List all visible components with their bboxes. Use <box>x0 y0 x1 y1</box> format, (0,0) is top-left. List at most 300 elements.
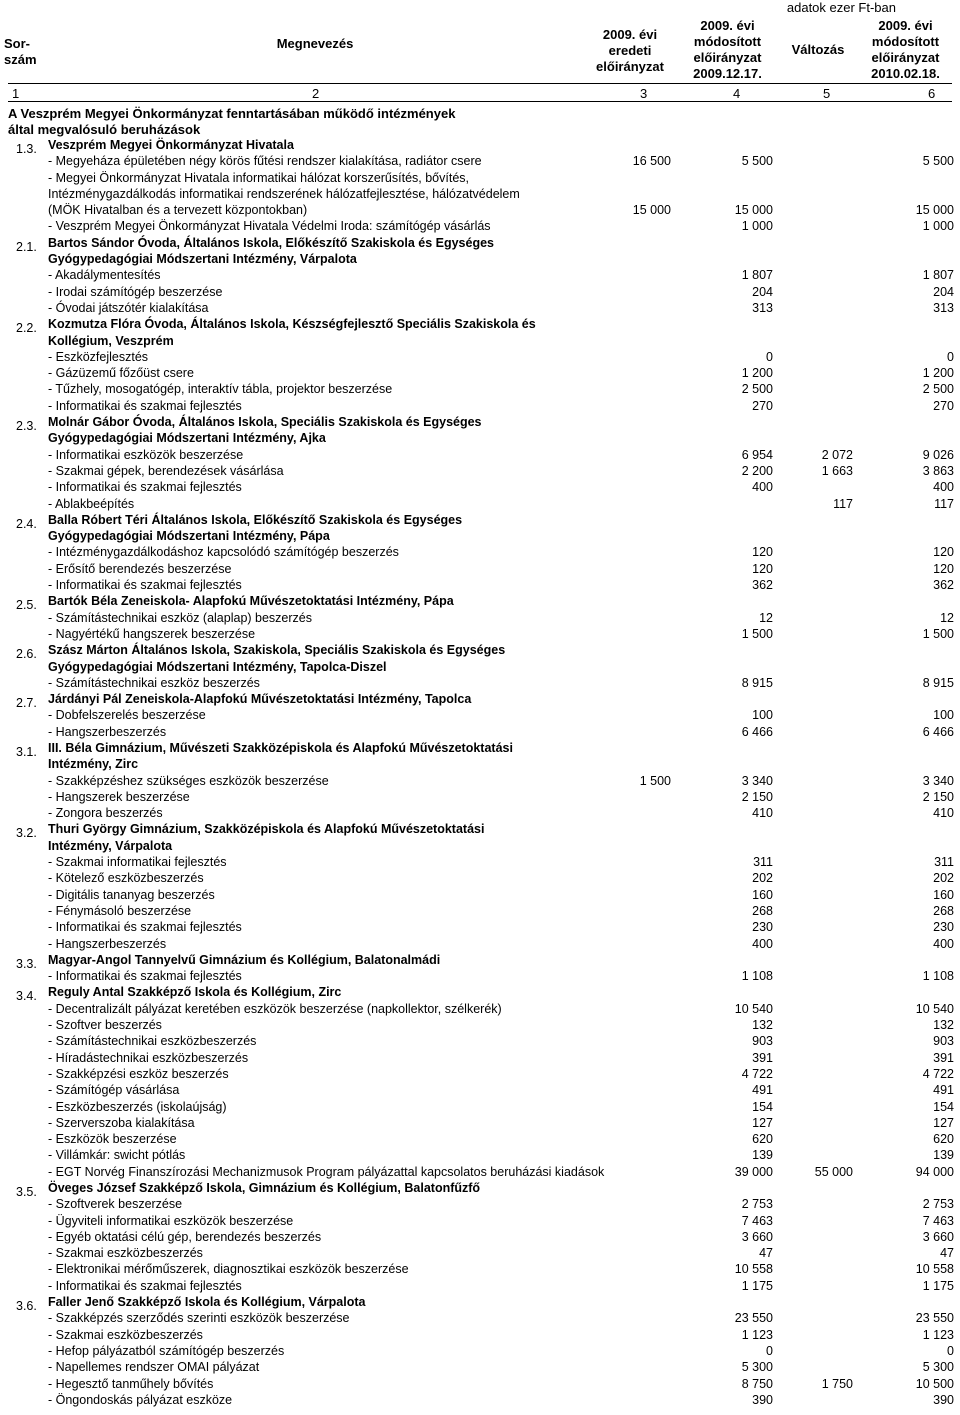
institution-title-row <box>0 137 960 156</box>
modified-budget-2010-value: 6 466 <box>922 724 954 739</box>
row-description: - Számítástechnikai eszközbeszerzés <box>48 1034 257 1049</box>
row-description: - Decentralizált pályázat keretében eszközök beszerzése (napkollektor, szélkerék) <box>48 1001 502 1016</box>
row-number: 2.6. <box>16 647 37 662</box>
modified-budget-2010-value: 620 <box>933 1132 954 1147</box>
modified-budget-2010-value: 120 <box>933 545 954 560</box>
modified-budget-value: 1 108 <box>741 969 773 984</box>
row-description: - Informatikai és szakmai fejlesztés <box>48 1278 242 1293</box>
modified-budget-value: 313 <box>752 300 773 315</box>
row-description: - Zongora beszerzés <box>48 806 163 821</box>
modified-budget-2010-value: 313 <box>933 300 954 315</box>
modified-budget-2010-value: 23 550 <box>915 1311 954 1326</box>
modified-budget-value: 127 <box>752 1115 773 1130</box>
modified-budget-2010-value: 8 915 <box>922 675 954 690</box>
table-row <box>0 968 960 984</box>
modified-budget-2010-value: 1 175 <box>922 1278 954 1293</box>
row-number: 2.1. <box>16 239 37 254</box>
modified-budget-value: 1 123 <box>741 1327 773 1342</box>
modified-budget-value: 39 000 <box>734 1164 773 1179</box>
modified-budget-2010-value: 15 000 <box>915 203 954 218</box>
modified-budget-2010-value: 47 <box>940 1246 954 1261</box>
modified-budget-value: 903 <box>752 1034 773 1049</box>
row-description: - Szakmai gépek, berendezések vásárlása <box>48 463 284 478</box>
institution-title-row <box>0 414 960 434</box>
modified-budget-2010-value: 2 500 <box>922 382 954 397</box>
table-row <box>0 381 960 397</box>
modified-budget-2010-value: 390 <box>933 1392 954 1407</box>
modified-budget-2010-value: 1 200 <box>922 366 954 381</box>
row-description: - Nagyértékű hangszerek beszerzése <box>48 626 256 641</box>
modified-budget-2010-value: 1 108 <box>922 969 954 984</box>
institution-title-row <box>0 333 960 349</box>
modified-budget-value: 1 200 <box>741 366 773 381</box>
modified-budget-value: 100 <box>752 708 773 723</box>
table-row <box>0 919 960 935</box>
modified-budget-value: 1 000 <box>741 219 773 234</box>
table-row <box>0 1050 960 1066</box>
modified-budget-2010-value: 230 <box>933 920 954 935</box>
modified-budget-2010-value: 12 <box>940 610 954 625</box>
row-description: - Hangszerek beszerzése <box>48 789 190 804</box>
row-description: - Megyeháza épületében négy körös fűtési rendszer kialakítása, radiátor csere <box>48 154 482 169</box>
row-description: Thuri György Gimnázium, Szakközépiskola és Alapfokú Művészetoktatási <box>48 822 485 837</box>
modified-budget-value: 3 340 <box>741 773 773 788</box>
table-row <box>0 218 960 234</box>
modified-budget-2010-value: 202 <box>933 871 954 886</box>
row-description: - Villámkár: swicht pótlás <box>48 1148 186 1163</box>
modified-budget-2010-value: 160 <box>933 887 954 902</box>
col-number-4: 4 <box>733 86 741 101</box>
modified-budget-2010-value: 3 660 <box>922 1229 954 1244</box>
header-divider <box>8 83 952 84</box>
modified-budget-2010-value: 9 026 <box>922 447 954 462</box>
modified-budget-2010-value: 362 <box>933 578 954 593</box>
row-description: - Digitális tananyag beszerzés <box>48 887 215 902</box>
institution-title-row <box>0 756 960 772</box>
row-description: - Veszprém Megyei Önkormányzat Hivatala Védelmi Iroda: számítógép vásárlás <box>48 219 491 234</box>
row-description: - Hangszerbeszerzés <box>48 724 167 739</box>
row-description: - Fénymásoló beszerzése <box>48 903 192 918</box>
row-description: - Szakmai informatikai fejlesztés <box>48 855 227 870</box>
col-number-3: 3 <box>640 86 648 101</box>
row-number: 3.4. <box>16 989 37 1004</box>
row-description: - Öngondoskás pályázat eszköze <box>48 1392 233 1407</box>
row-description: - Híradástechnikai eszközbeszerzés <box>48 1050 249 1065</box>
row-description: - Erősítő berendezés beszerzése <box>48 561 232 576</box>
original-budget-value: 15 000 <box>632 203 671 218</box>
row-description: - Hegesztő tanműhely bővítés <box>48 1376 214 1391</box>
modified-budget-value: 2 500 <box>741 382 773 397</box>
table-row <box>0 1310 960 1326</box>
modified-budget-2010-value: 1 807 <box>922 268 954 283</box>
institution-title-row <box>0 984 960 1004</box>
table-row <box>0 349 960 365</box>
row-description: - Számítógép vásárlása <box>48 1083 180 1098</box>
row-description: - Egyéb oktatási célú gép, berendezés beszerzés <box>48 1229 322 1244</box>
modified-budget-value: 7 463 <box>741 1213 773 1228</box>
modified-budget-value: 4 722 <box>741 1066 773 1081</box>
modified-budget-2010-value: 3 340 <box>922 773 954 788</box>
table-row <box>0 1261 960 1277</box>
table-row <box>0 724 960 740</box>
table-row <box>0 1099 960 1115</box>
row-description: - Szoftver beszerzés <box>48 1018 162 1033</box>
modified-budget-value: 311 <box>753 855 773 870</box>
row-description: - Irodai számítógép beszerzése <box>48 284 223 299</box>
change-value: 117 <box>833 496 853 511</box>
table-row <box>0 1082 960 1098</box>
table-row <box>0 870 960 886</box>
row-description: Kollégium, Veszprém <box>48 333 174 348</box>
row-description: - Szakképzési eszköz beszerzés <box>48 1066 229 1081</box>
row-description: Gyógypedagógiai Módszertani Intézmény, Tapolca-Diszel <box>48 659 387 674</box>
table-row <box>0 300 960 316</box>
modified-budget-value: 160 <box>752 887 773 902</box>
modified-budget-value: 8 750 <box>741 1376 773 1391</box>
row-description: - Hefop pályázatból számítógép beszerzés <box>48 1343 285 1358</box>
modified-budget-2010-value: 120 <box>933 561 954 576</box>
row-description: - Hangszerbeszerzés <box>48 936 167 951</box>
row-number: 3.2. <box>16 826 37 841</box>
row-description: - Szoftverek beszerzése <box>48 1197 183 1212</box>
row-description: - Informatikai eszközök beszerzése <box>48 447 244 462</box>
modified-budget-value: 204 <box>752 284 773 299</box>
institution-title-row <box>0 251 960 267</box>
table-row <box>0 202 960 218</box>
table-row <box>0 1131 960 1147</box>
row-description: - Ablakbeépítés <box>48 496 135 511</box>
row-description: - Kötelező eszközbeszerzés <box>48 871 204 886</box>
row-description: - Akadálymentesítés <box>48 268 161 283</box>
modified-budget-value: 400 <box>752 936 773 951</box>
row-description: - Informatikai és szakmai fejlesztés <box>48 480 242 495</box>
row-description: Bartók Béla Zeneiskola- Alapfokú Művészetoktatási Intézmény, Pápa <box>48 594 454 609</box>
table-row <box>0 398 960 414</box>
modified-budget-2010-value: 1 000 <box>922 219 954 234</box>
institution-title-row <box>0 691 960 711</box>
original-budget-value: 16 500 <box>632 154 671 169</box>
table-row <box>0 610 960 626</box>
table-row <box>0 544 960 560</box>
institution-title-row <box>0 593 960 613</box>
institution-title-row <box>0 659 960 675</box>
modified-budget-2010-value: 117 <box>934 496 954 511</box>
col-number-6: 6 <box>928 86 936 101</box>
institution-title-row <box>0 740 960 759</box>
row-description: Járdányi Pál Zeneiskola-Alapfokú Művészetoktatási Intézmény, Tapolca <box>48 692 472 707</box>
modified-budget-value: 3 660 <box>741 1229 773 1244</box>
original-budget-value: 1 500 <box>639 773 671 788</box>
row-description: - Szakmai eszközbeszerzés <box>48 1246 203 1261</box>
row-description: III. Béla Gimnázium, Művészeti Szakközépiskola és Alapfokú Művészetoktatási <box>48 740 513 755</box>
table-row <box>0 496 960 512</box>
modified-budget-2010-value: 3 863 <box>922 463 954 478</box>
modified-budget-value: 362 <box>752 578 773 593</box>
table-row <box>0 903 960 919</box>
row-number: 3.6. <box>16 1299 37 1314</box>
row-description: - Számítástechnikai eszköz (alaplap) beszerzés <box>48 610 313 625</box>
table-row <box>0 675 960 691</box>
modified-budget-2010-value: 2 753 <box>922 1197 954 1212</box>
table-row <box>0 707 960 723</box>
row-description: Faller Jenő Szakképző Iskola és Kollégium, Várpalota <box>48 1295 366 1310</box>
row-description: Kozmutza Flóra Óvoda, Általános Iskola, Készségfejlesztő Speciális Szakiskola és <box>48 317 536 332</box>
row-description: - Napellemes rendszer OMAI pályázat <box>48 1360 260 1375</box>
modified-budget-2010-value: 94 000 <box>915 1164 954 1179</box>
table-row <box>0 626 960 642</box>
row-number: 2.5. <box>16 598 37 613</box>
modified-budget-2010-value: 1 123 <box>922 1327 954 1342</box>
modified-budget-value: 10 540 <box>734 1001 773 1016</box>
table-row <box>0 1245 960 1261</box>
row-description: - Eszközök beszerzése <box>48 1132 177 1147</box>
row-description: - Szakképzéshez szükséges eszközök beszerzése <box>48 773 329 788</box>
col-header-valtozas: Változás <box>791 42 845 57</box>
row-description: - Informatikai és szakmai fejlesztés <box>48 969 242 984</box>
row-description: Öveges József Szakképző Iskola, Gimnázium és Kollégium, Balatonfűzfő <box>48 1181 481 1195</box>
modified-budget-2010-value: 400 <box>933 936 954 951</box>
modified-budget-2010-value: 139 <box>933 1148 954 1163</box>
row-description: Bartos Sándor Óvoda, Általános Iskola, Előkészítő Szakiskola és Egységes <box>48 235 495 250</box>
modified-budget-2010-value: 10 540 <box>915 1001 954 1016</box>
modified-budget-value: 0 <box>766 1343 773 1358</box>
modified-budget-2010-value: 1 500 <box>922 626 954 641</box>
modified-budget-value: 391 <box>752 1050 773 1065</box>
institution-title-row <box>0 952 960 971</box>
modified-budget-value: 0 <box>766 349 773 364</box>
table-row <box>0 170 960 186</box>
modified-budget-value: 23 550 <box>734 1311 773 1326</box>
row-description: - Informatikai és szakmai fejlesztés <box>48 578 242 593</box>
modified-budget-2010-value: 0 <box>947 1343 954 1358</box>
modified-budget-value: 120 <box>752 545 773 560</box>
modified-budget-value: 491 <box>752 1083 773 1098</box>
modified-budget-2010-value: 391 <box>933 1050 954 1065</box>
table-row <box>0 447 960 463</box>
row-number: 1.3. <box>16 142 37 156</box>
row-description: Intézmény, Várpalota <box>48 838 173 853</box>
row-description: - Informatikai és szakmai fejlesztés <box>48 920 242 935</box>
modified-budget-2010-value: 410 <box>933 806 954 821</box>
table-row <box>0 936 960 952</box>
modified-budget-value: 390 <box>752 1392 773 1407</box>
section-title: A Veszprém Megyei Önkormányzat fenntartásában működő intézmények által megvalósuló beruházások <box>8 106 456 137</box>
table-row <box>0 267 960 283</box>
row-description: Intézmény, Zirc <box>48 757 139 772</box>
institution-title-row <box>0 1180 960 1199</box>
modified-budget-value: 230 <box>752 920 773 935</box>
table-row <box>0 1392 960 1408</box>
modified-budget-value: 620 <box>752 1132 773 1147</box>
table-row <box>0 887 960 903</box>
row-description: - Számítástechnikai eszköz beszerzés <box>48 675 260 690</box>
table-row <box>0 1376 960 1392</box>
table-row <box>0 561 960 577</box>
col-header-megnevezes: Megnevezés <box>276 36 354 51</box>
modified-budget-value: 410 <box>752 806 773 821</box>
col-header-modositott-2010: 2009. évi módosított előirányzat 2010.02.18. <box>871 18 940 81</box>
modified-budget-2010-value: 10 500 <box>915 1376 954 1391</box>
col-header-modositott: 2009. évi módosított előirányzat 2009.12.17. <box>693 18 762 81</box>
change-value: 55 000 <box>814 1164 853 1179</box>
col-header-sorszam: Sor- szám <box>4 36 37 67</box>
modified-budget-value: 400 <box>752 480 773 495</box>
row-number: 2.3. <box>16 419 37 434</box>
modified-budget-value: 202 <box>752 871 773 886</box>
row-description: (MÖK Hivatalban és a tervezett központokban) <box>48 203 308 218</box>
modified-budget-2010-value: 400 <box>933 480 954 495</box>
modified-budget-value: 2 753 <box>741 1197 773 1212</box>
table-row <box>0 463 960 479</box>
modified-budget-value: 2 150 <box>741 789 773 804</box>
col-number-2: 2 <box>312 86 320 101</box>
modified-budget-value: 8 915 <box>741 675 773 690</box>
table-row <box>0 1033 960 1049</box>
row-description: - Informatikai és szakmai fejlesztés <box>48 398 242 413</box>
table-row <box>0 773 960 789</box>
table-row <box>0 284 960 300</box>
row-description: - Óvodai játszótér kialakítása <box>48 300 209 315</box>
table-row <box>0 186 960 202</box>
table-row <box>0 1115 960 1131</box>
row-description: Molnár Gábor Óvoda, Általános Iskola, Speciális Szakiskola és Egységes <box>48 415 482 430</box>
table-row <box>0 1359 960 1375</box>
row-description: Veszprém Megyei Önkormányzat Hivatala <box>48 138 294 152</box>
row-number: 2.7. <box>16 696 37 711</box>
modified-budget-2010-value: 204 <box>933 284 954 299</box>
modified-budget-2010-value: 311 <box>934 855 954 870</box>
table-row <box>0 1343 960 1359</box>
modified-budget-value: 1 500 <box>741 626 773 641</box>
institution-title-row <box>0 512 960 531</box>
modified-budget-value: 5 500 <box>741 154 773 169</box>
modified-budget-2010-value: 0 <box>947 349 954 364</box>
row-number: 3.3. <box>16 956 37 971</box>
modified-budget-value: 6 466 <box>741 724 773 739</box>
modified-budget-2010-value: 2 150 <box>922 789 954 804</box>
row-description: - Tűzhely, mosogatógép, interaktív tábla, projektor beszerzése <box>48 382 393 397</box>
row-description: - Elektronikai mérőműszerek, diagnosztikai eszközök beszerzése <box>48 1262 409 1277</box>
row-description: - Dobfelszerelés beszerzése <box>48 708 206 723</box>
modified-budget-value: 270 <box>752 398 773 413</box>
table-row <box>0 854 960 870</box>
modified-budget-2010-value: 491 <box>933 1083 954 1098</box>
table-row <box>0 1147 960 1163</box>
institution-title-row <box>0 838 960 854</box>
row-description: - Szakmai eszközbeszerzés <box>48 1327 203 1342</box>
modified-budget-2010-value: 154 <box>933 1099 954 1114</box>
row-description: - Eszközbeszerzés (iskolaújság) <box>48 1099 227 1114</box>
col-header-eredeti: 2009. évi eredeti előirányzat <box>596 27 664 74</box>
institution-title-row <box>0 1294 960 1314</box>
column-number-divider <box>8 101 952 102</box>
modified-budget-2010-value: 270 <box>933 398 954 413</box>
table-row <box>0 1229 960 1245</box>
table-row <box>0 1017 960 1033</box>
modified-budget-value: 154 <box>752 1099 773 1114</box>
table-row <box>0 577 960 593</box>
row-number: 2.2. <box>16 321 37 336</box>
modified-budget-2010-value: 7 463 <box>922 1213 954 1228</box>
row-description: - Eszközfejlesztés <box>48 349 149 364</box>
modified-budget-value: 139 <box>752 1148 773 1163</box>
modified-budget-value: 10 558 <box>734 1262 773 1277</box>
row-description: - Ügyviteli informatikai eszközök beszerzése <box>48 1213 294 1228</box>
row-description: Reguly Antal Szakképző Iskola és Kollégium, Zirc <box>48 985 342 1000</box>
modified-budget-value: 12 <box>759 610 773 625</box>
modified-budget-2010-value: 903 <box>933 1034 954 1049</box>
table-row <box>0 1327 960 1343</box>
table-row <box>0 1196 960 1212</box>
row-description: Balla Róbert Téri Általános Iskola, Előkészítő Szakiskola és Egységes <box>48 512 463 527</box>
row-description: Gyógypedagógiai Módszertani Intézmény, Várpalota <box>48 252 357 267</box>
modified-budget-value: 132 <box>752 1018 773 1033</box>
row-description: - Intézménygazdálkodáshoz kapcsolódó számítógép beszerzés <box>48 545 399 560</box>
modified-budget-value: 2 200 <box>741 463 773 478</box>
row-description: Gyógypedagógiai Módszertani Intézmény, Ajka <box>48 431 326 446</box>
table-row <box>0 479 960 495</box>
table-row <box>0 153 960 169</box>
change-value: 1 663 <box>821 463 853 478</box>
modified-budget-value: 268 <box>752 903 773 918</box>
row-description: - Szerverszoba kialakítása <box>48 1115 195 1130</box>
table-row <box>0 1001 960 1017</box>
modified-budget-2010-value: 268 <box>933 903 954 918</box>
modified-budget-value: 120 <box>752 561 773 576</box>
col-number-5: 5 <box>823 86 831 101</box>
row-description: Intézménygazdálkodás informatikai rendszerének hálózatfejlesztése, hálózatvédelem <box>48 186 520 201</box>
modified-budget-2010-value: 5 500 <box>922 154 954 169</box>
modified-budget-value: 47 <box>759 1246 773 1261</box>
institution-title-row <box>0 316 960 336</box>
change-value: 2 072 <box>821 447 853 462</box>
modified-budget-2010-value: 127 <box>933 1115 954 1130</box>
row-description: - Gázüzemű főzőüst csere <box>48 366 194 381</box>
row-description: - EGT Norvég Finanszírozási Mechanizmusok Program pályázattal kapcsolatos beruházási kiadások <box>48 1164 605 1179</box>
modified-budget-2010-value: 10 558 <box>915 1262 954 1277</box>
table-row <box>0 1066 960 1082</box>
row-number: 3.5. <box>16 1185 37 1199</box>
modified-budget-value: 6 954 <box>741 447 773 462</box>
row-number: 2.4. <box>16 516 37 531</box>
table-row <box>0 1164 960 1180</box>
budget-table <box>0 137 960 1408</box>
modified-budget-value: 1 175 <box>741 1278 773 1293</box>
institution-title-row <box>0 235 960 254</box>
table-row <box>0 789 960 805</box>
institution-title-row <box>0 430 960 446</box>
row-description: Gyógypedagógiai Módszertani Intézmény, Pápa <box>48 529 330 544</box>
institution-title-row <box>0 528 960 544</box>
institution-title-row <box>0 821 960 841</box>
table-row <box>0 805 960 821</box>
table-row <box>0 1213 960 1229</box>
modified-budget-value: 1 807 <box>741 268 773 283</box>
row-number: 3.1. <box>16 744 37 759</box>
modified-budget-2010-value: 4 722 <box>922 1066 954 1081</box>
unit-note: adatok ezer Ft-ban <box>786 0 896 15</box>
row-description: - Megyei Önkormányzat Hivatala informatikai hálózat korszerűsítés, bővítés, <box>48 170 470 185</box>
modified-budget-2010-value: 100 <box>933 708 954 723</box>
modified-budget-value: 5 300 <box>741 1360 773 1375</box>
modified-budget-2010-value: 132 <box>933 1018 954 1033</box>
institution-title-row <box>0 642 960 662</box>
modified-budget-2010-value: 5 300 <box>922 1360 954 1375</box>
row-description: Szász Márton Általános Iskola, Szakiskola, Speciális Szakiskola és Egységes <box>48 643 506 658</box>
row-description: - Szakképzés szerződés szerinti eszközök beszerzése <box>48 1311 350 1326</box>
table-row <box>0 365 960 381</box>
table-row <box>0 1278 960 1294</box>
